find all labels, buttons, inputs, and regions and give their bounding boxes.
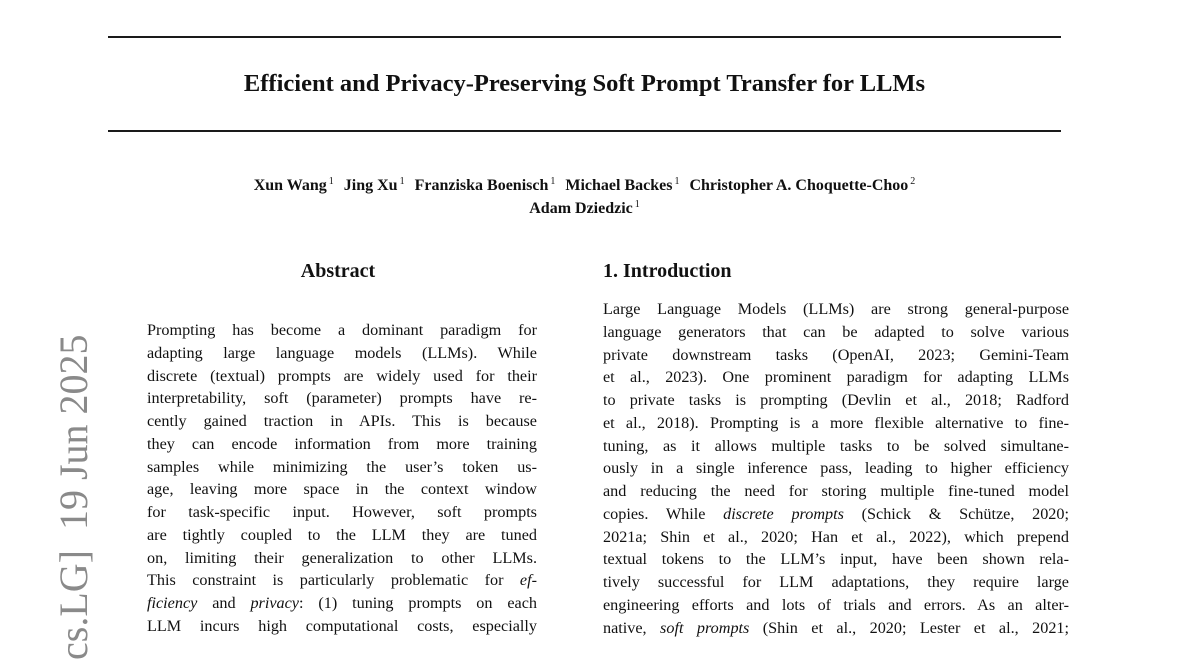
author-name: Xun Wang $^1$ [253,176,334,194]
author-affiliation: 1 [550,176,556,187]
text-line: engineering efforts and lots of trials and errors. As an alter- [603,595,1069,614]
text-line: samples while minimizing the user’s token us- [147,457,537,476]
text-line: This constraint is particularly problematic for ef- [147,571,537,590]
author-name: Jing Xu $^1$ [343,176,405,194]
text-line: interpretability, soft (parameter) prompts have re- [147,389,537,408]
author-affiliation: 1 [399,176,405,187]
text-line: et al., 2023). One prominent paradigm for adapting LLMs [603,368,1069,387]
text-line: 2021a; Shin et al., 2020; Han et al., 2022), which prepend [603,527,1069,546]
text-line: native, soft prompts (Shin et al., 2020; Lester et al., 2021; [603,618,1070,637]
arxiv-identifier-stamp: cs.LG] 19 Jun 2025 [51,334,96,660]
text-line: and reducing the need for storing multiple fine-tuned model [603,482,1069,500]
title-bottom-rule [108,130,1061,132]
text-line: to private tasks is prompting (Devlin et al., 2018; Radford [603,391,1069,409]
text-line: discrete (textual) prompts are widely used for their [147,366,537,385]
text-line: ously in a single inference pass, leading to higher efficiency [603,459,1069,478]
author-list [108,175,1061,196]
text-line: are tightly coupled to the LLM they are tuned [147,525,537,544]
author-affiliation: 1 [328,176,334,187]
introduction-heading: 1. Introduction [603,260,732,282]
text-line: et al., 2018). Prompting is a more flexible alternative to fine- [603,413,1069,432]
text-line: ficiency and privacy: (1) tuning prompts on each [147,594,538,612]
text-line: Prompting has become a dominant paradigm for [147,321,537,339]
text-line: tuning, as it allows multiple tasks to be solved simultane- [603,436,1069,455]
introduction-body [603,298,1069,639]
text-line: adapting large language models (LLMs). While [147,343,537,362]
author-affiliation: 2 [910,176,916,187]
text-line: copies. While discrete prompts (Schick & Schütze, 2020; [603,504,1069,523]
author-affiliation: 1 [634,199,640,210]
text-line: private downstream tasks (OpenAI, 2023; Gemini-Team [603,345,1069,364]
abstract-body [147,319,537,638]
abstract-heading: Abstract [300,260,376,282]
author-name: Christopher A. Choquette-Choo $^2$ [689,176,916,194]
author-name: Adam Dziedzic $^1$ [529,199,640,217]
title-top-rule [108,36,1061,38]
text-line: tively successful for LLM adaptations, they require large [603,573,1069,591]
author-name: Franziska Boenisch $^1$ [414,176,556,194]
author-affiliation: 1 [674,176,680,187]
author-name: Michael Backes $^1$ [565,176,680,194]
text-line: they can encode information from more training [147,434,537,453]
author-list-continued [108,198,1061,219]
text-line: for task-specific input. However, soft prompts [147,503,537,521]
text-line: cently gained traction in APIs. This is because [147,412,537,430]
text-line: LLM incurs high computational costs, especially [147,616,537,635]
text-line: language generators that can be adapted to solve various [603,322,1069,341]
text-line: Large Language Models (LLMs) are strong general-purpose [603,300,1069,318]
text-line: textual tokens to the LLM’s input, have been shown rela- [603,550,1069,569]
text-line: on, limiting their generalization to other LLMs. [147,548,537,567]
text-line: age, leaving more space in the context window [147,480,537,499]
paper-title: Efficient and Privacy-Preserving Soft Prompt Transfer for LLMs [243,70,926,97]
